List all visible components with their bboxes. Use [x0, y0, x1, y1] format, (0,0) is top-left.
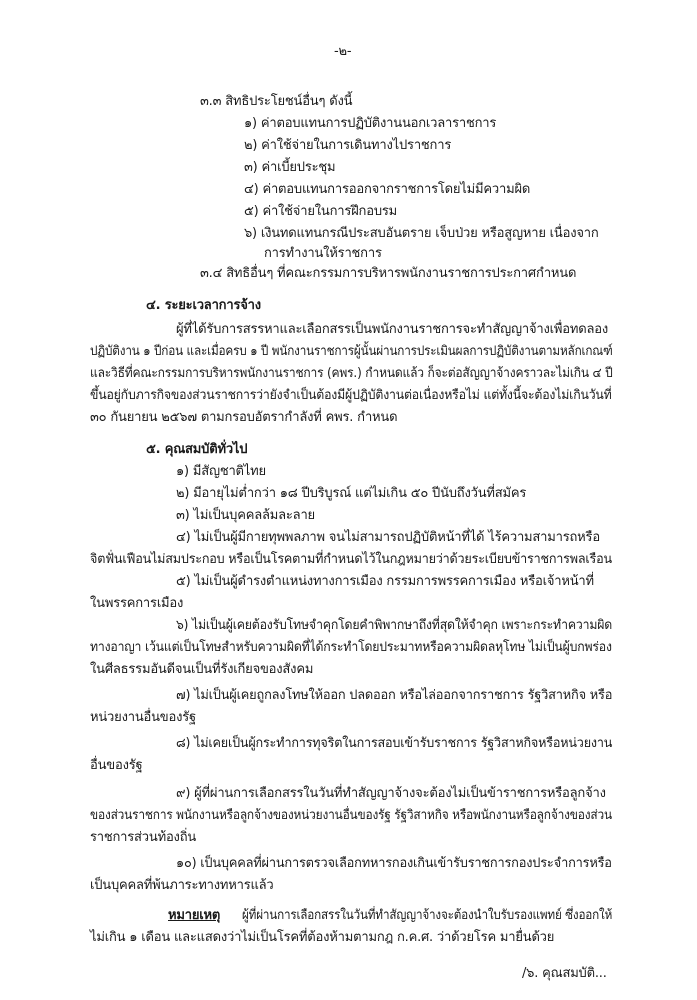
section-3-3-heading: ๓.๓ สิทธิประโยชน์อื่นๆ ดังนี้ [200, 94, 353, 109]
qualification-line: อื่นของรัฐ [90, 758, 143, 773]
qualification-line: ๑) มีสัญชาติไทย [176, 464, 266, 479]
benefit-item: ๕) ค่าใช้จ่ายในการฝึกอบรม [244, 204, 398, 219]
section-4-paragraph-line: ปฏิบัติงาน ๑ ปีก่อน และเมื่อครบ ๑ ปี พนักงานราชการผู้นั้นผ่านการประเมินผลการปฏิบัติงานตามหลักเกณฑ์ [90, 344, 613, 359]
benefit-item: ๒) ค่าใช้จ่ายในการเดินทางไปราชการ [244, 138, 452, 153]
qualification-line: ๔) ไม่เป็นผู้มีกายทุพพลภาพ จนไม่สามารถปฏิบัติหน้าที่ได้ ไร้ความสามารถหรือ [176, 530, 600, 545]
qualification-line: ๒) มีอายุไม่ต่ำกว่า ๑๘ ปีบริบูรณ์ แต่ไม่เกิน ๕๐ ปีนับถึงวันที่สมัคร [176, 486, 527, 501]
section-3-4: ๓.๔ สิทธิอื่นๆ ที่คณะกรรมการบริหารพนักงานราชการประกาศกำหนด [200, 266, 577, 281]
section-4-heading: ๔. ระยะเวลาการจ้าง [146, 298, 261, 313]
qualification-line: ทางอาญา เว้นแต่เป็นโทษสำหรับความผิดที่ได้กระทำโดยประมาทหรือความผิดลหุโทษ ไม่เป็นผู้บกพร่อง [90, 640, 612, 655]
benefit-item: ๑) ค่าตอบแทนการปฏิบัติงานนอกเวลาราชการ [244, 116, 497, 131]
note-text-line: ไม่เกิน ๑ เดือน และแสดงว่าไม่เป็นโรคที่ต้องห้ามตามกฎ ก.ค.ศ. ว่าด้วยโรค มายื่นด้วย [90, 930, 555, 945]
section-4-paragraph-line: ผู้ที่ได้รับการสรรหาและเลือกสรรเป็นพนักงานราชการจะทำสัญญาจ้างเพื่อทดลอง [176, 322, 609, 337]
continuation-marker: /๖. คุณสมบัติ... [522, 966, 607, 981]
qualification-line: ๖) ไม่เป็นผู้เคยต้องรับโทษจำคุกโดยคำพิพากษาถึงที่สุดให้จำคุก เพราะกระทำความผิด [176, 618, 613, 633]
benefit-item: ๖) เงินทดแทนกรณีประสบอันตราย เจ็บป่วย หรือสูญหาย เนื่องจาก [244, 226, 599, 241]
section-4-paragraph-line: ๓๐ กันยายน ๒๕๖๗ ตามกรอบอัตรากำลังที่ คพร. กำหนด [90, 410, 398, 425]
note-text-line: ผู้ที่ผ่านการเลือกสรรในวันที่ทำสัญญาจ้างจะต้องนำใบรับรองแพทย์ ซึ่งออกให้ [242, 908, 613, 923]
section-4-paragraph-line: และวิธีที่คณะกรรมการบริหารพนักงานราชการ (คพร.) กำหนดแล้ว ก็จะต่อสัญญาจ้างคราวละไม่เกิน ๔ ปี [90, 366, 613, 381]
qualification-line: ๕) ไม่เป็นผู้ดำรงตำแหน่งทางการเมือง กรรมการพรรคการเมือง หรือเจ้าหน้าที่ [176, 574, 594, 589]
qualification-line: จิตฟั่นเฟือนไม่สมประกอบ หรือเป็นโรคตามที่กำหนดไว้ในกฎหมายว่าด้วยระเบียบข้าราชการพลเรือน [90, 552, 612, 567]
qualification-line: ๗) ไม่เป็นผู้เคยถูกลงโทษให้ออก ปลดออก หรือไล่ออกจากราชการ รัฐวิสาหกิจ หรือ [176, 688, 613, 703]
qualification-line: ๙) ผู้ที่ผ่านการเลือกสรรในวันที่ทำสัญญาจ้างจะต้องไม่เป็นข้าราชการหรือลูกจ้าง [176, 786, 606, 801]
qualification-line: ในศีลธรรมอันดีจนเป็นที่รังเกียจของสังคม [90, 662, 314, 677]
qualification-line: ของส่วนราชการ พนักงานหรือลูกจ้างของหน่วยงานอื่นของรัฐ รัฐวิสาหกิจ หรือพนักงานหรือลูกจ้างของส่วน [90, 808, 612, 823]
qualification-line: ๑๐) เป็นบุคคลที่ผ่านการตรวจเลือกทหารกองเกินเข้ารับราชการกองประจำการหรือ [176, 856, 612, 871]
section-4-paragraph-line: ขึ้นอยู่กับภารกิจของส่วนราชการว่ายังจำเป็นต้องมีผู้ปฏิบัติงานต่อเนื่องหรือไม่ แต่ทั้งนี้จะต้องไม่เกินวันที่ [90, 388, 612, 403]
note-label: หมายเหตุ [168, 908, 221, 923]
section-5-heading: ๕. คุณสมบัติทั่วไป [146, 442, 248, 457]
qualification-line: ๓) ไม่เป็นบุคคลล้มละลาย [176, 508, 315, 523]
benefit-item-continuation: การทำงานให้ราชการ [264, 246, 382, 261]
qualification-line: หน่วยงานอื่นของรัฐ [90, 710, 196, 725]
qualification-line: ราชการส่วนท้องถิ่น [90, 830, 197, 845]
page-number: -๒- [334, 44, 352, 59]
benefit-item: ๓) ค่าเบี้ยประชุม [244, 160, 336, 175]
qualification-line: ในพรรคการเมือง [90, 596, 184, 611]
qualification-line: เป็นบุคคลที่พ้นภาระทางทหารแล้ว [90, 878, 274, 893]
benefit-item: ๔) ค่าตอบแทนการออกจากราชการโดยไม่มีความผิด [244, 182, 531, 197]
qualification-line: ๘) ไม่เคยเป็นผู้กระทำการทุจริตในการสอบเข้ารับราชการ รัฐวิสาหกิจหรือหน่วยงาน [176, 736, 613, 751]
